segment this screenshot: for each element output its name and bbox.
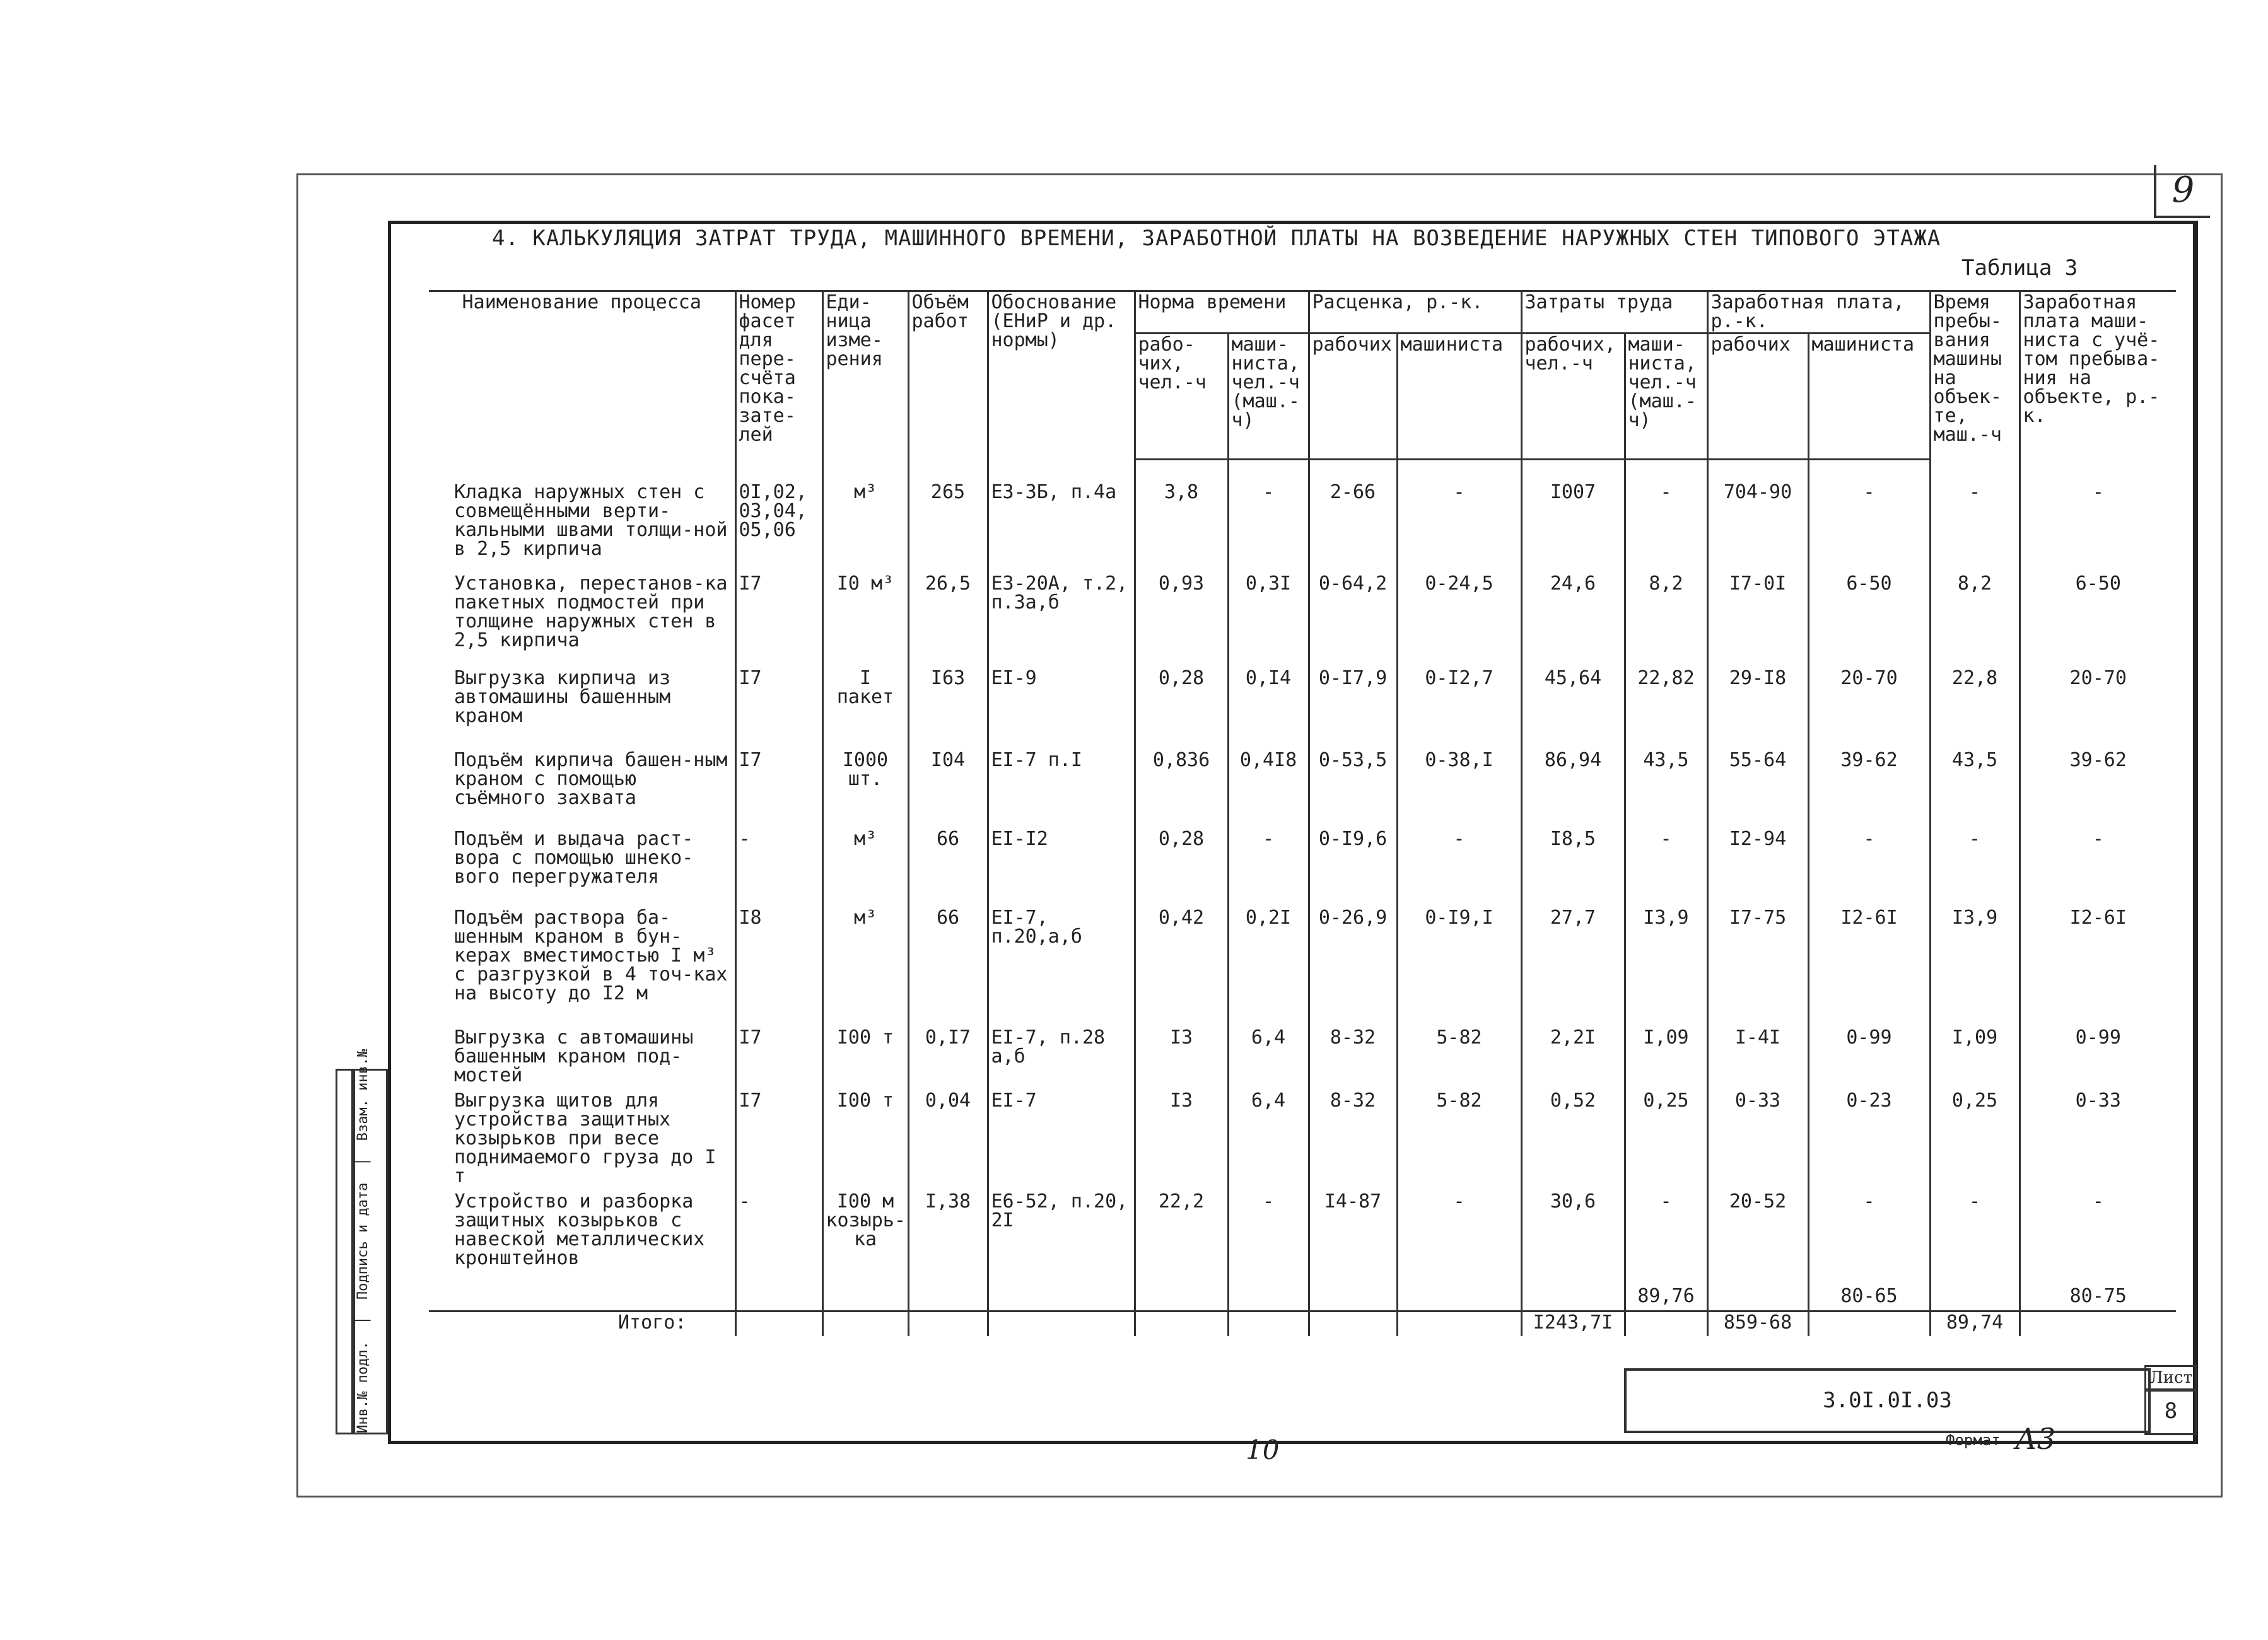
cell-volume: 26,5 [908, 573, 988, 668]
cell-labor-w: 0,52 [1521, 1090, 1625, 1191]
cell-basis: ЕI-9 [988, 668, 1135, 750]
cell-labor-m: - [1625, 829, 1707, 907]
cell-rate-w: I4-87 [1309, 1191, 1397, 1286]
cell-rate-w: 2-66 [1309, 482, 1397, 573]
table-label: Таблица 3 [1961, 255, 2078, 281]
cell-basis: Е3-20А, т.2, п.3а,б [988, 573, 1135, 668]
format-label: Формат [1946, 1431, 2001, 1449]
cell-unit: I пакет [822, 668, 908, 750]
cell-mtime: - [1930, 1191, 2020, 1286]
total-labor-workers: I243,7I [1521, 1311, 1625, 1336]
cell-mpay: 20-70 [2020, 668, 2176, 750]
cell-mtime: 43,5 [1930, 750, 2020, 829]
cell-rate-m: 5-82 [1397, 1090, 1521, 1191]
header-rate-workers: рабочих [1309, 334, 1397, 460]
table-row [429, 482, 2176, 573]
cell-norm-m: 0,I4 [1228, 668, 1309, 750]
cell-wage-m: 39-62 [1808, 750, 1930, 829]
cell-labor-w: I007 [1521, 482, 1625, 573]
cell-basis: ЕI-7 п.I [988, 750, 1135, 829]
cell-wage-m: - [1808, 1191, 1930, 1286]
cell-wage-m: I2-6I [1808, 907, 1930, 1027]
total-wage-workers: 859-68 [1707, 1311, 1808, 1336]
cell-rate-m: - [1397, 482, 1521, 573]
cell-name: Выгрузка с автомашины башенным краном под-мостей [454, 1026, 694, 1086]
cell-rate-w: 0-53,5 [1309, 750, 1397, 829]
table-footer [429, 1286, 2176, 1336]
side-label-vzam: Взам. инв.№ [355, 1049, 371, 1141]
subtotal-row [429, 1286, 2176, 1311]
cell-unit: I000 шт. [822, 750, 908, 829]
header-unit: Еди-ница изме-рения [822, 291, 908, 460]
cell-name: Выгрузка кирпича из автомашины башенным краном [454, 667, 671, 727]
cell-volume: 66 [908, 829, 988, 907]
header-machine-time: Время пребы-вания машины на объек-те, маш.-ч [1930, 291, 2020, 460]
cell-labor-m: - [1625, 482, 1707, 573]
subtotal-wage-machinist: 80-65 [1808, 1286, 1930, 1311]
cell-volume: 0,04 [908, 1090, 988, 1191]
table-row [429, 750, 2176, 829]
document-title: 4. КАЛЬКУЛЯЦИЯ ЗАТРАТ ТРУДА, МАШИННОГО ВРЕМЕНИ, ЗАРАБОТНОЙ ПЛАТЫ НА ВОЗВЕДЕНИЕ НАРУЖНЫХ СТЕН ТИПОВОГО ЭТАЖА [492, 226, 1941, 251]
header-rate-machinist: машиниста [1397, 334, 1521, 460]
header-machinist-pay: Заработная плата маши-ниста с учё-том пребыва-ния на объекте, р.-к. [2020, 291, 2176, 460]
cell-facet: - [735, 829, 822, 907]
cell-mtime: - [1930, 829, 2020, 907]
cell-labor-w: I8,5 [1521, 829, 1625, 907]
subtotal-machinist-pay: 80-75 [2020, 1286, 2176, 1311]
cell-name: Подъём кирпича башен-ным краном с помощью съёмного захвата [454, 749, 728, 809]
cell-mpay: 6-50 [2020, 573, 2176, 668]
cell-labor-m: 22,82 [1625, 668, 1707, 750]
header-name: Наименование процесса [429, 291, 735, 460]
cell-labor-m: 0,25 [1625, 1090, 1707, 1191]
cell-unit: I0 м³ [822, 573, 908, 668]
cell-volume: 265 [908, 482, 988, 573]
cell-norm-w: 0,42 [1135, 907, 1228, 1027]
cell-rate-w: 8-32 [1309, 1090, 1397, 1191]
total-machine-time: 89,74 [1930, 1311, 2020, 1336]
header-norm: Норма времени [1135, 291, 1309, 334]
cell-rate-w: 0-26,9 [1309, 907, 1397, 1027]
cell-facet: I8 [735, 907, 822, 1027]
cell-wage-m: 0-99 [1808, 1027, 1930, 1090]
cell-basis: Е6-52, п.20, 2I [988, 1191, 1135, 1286]
cell-volume: 0,I7 [908, 1027, 988, 1090]
cell-norm-w: 0,836 [1135, 750, 1228, 829]
header-labor: Затраты труда [1521, 291, 1707, 334]
cell-name: Устройство и разборка защитных козырьков с навеской металлических кронштейнов [454, 1190, 705, 1269]
side-label-podpis: Подпись и дата [355, 1182, 371, 1300]
cell-rate-m: 0-24,5 [1397, 573, 1521, 668]
table-row [429, 1027, 2176, 1090]
cell-norm-m: - [1228, 829, 1309, 907]
cell-mtime: - [1930, 482, 2020, 573]
sheet-label: Лист [2144, 1365, 2197, 1392]
cell-unit: I00 т [822, 1027, 908, 1090]
cell-name: Установка, перестанов-ка пакетных подмостей при толщине наружных стен в 2,5 кирпича [454, 573, 728, 651]
cell-rate-m: 0-38,I [1397, 750, 1521, 829]
side-stamp [353, 1049, 388, 1434]
cell-mtime: I3,9 [1930, 907, 2020, 1027]
bottom-page-number: 10 [1246, 1434, 1280, 1465]
cell-labor-w: 27,7 [1521, 907, 1625, 1027]
cell-norm-m: - [1228, 482, 1309, 573]
header-row-1 [429, 291, 2176, 334]
header-facet: Номер фасет для пере-счёта пока-зате-лей [735, 291, 822, 460]
cell-norm-w: 22,2 [1135, 1191, 1228, 1286]
cell-labor-m: 43,5 [1625, 750, 1707, 829]
cell-labor-m: I,09 [1625, 1027, 1707, 1090]
cell-basis: ЕI-7 [988, 1090, 1135, 1191]
cell-norm-m: 0,2I [1228, 907, 1309, 1027]
cell-mtime: 8,2 [1930, 573, 2020, 668]
cell-norm-m: 6,4 [1228, 1027, 1309, 1090]
cell-norm-m: - [1228, 1191, 1309, 1286]
cell-labor-w: 2,2I [1521, 1027, 1625, 1090]
header-labor-workers: рабочих, чел.-ч [1521, 334, 1625, 460]
cell-rate-m: 5-82 [1397, 1027, 1521, 1090]
cell-norm-w: 0,93 [1135, 573, 1228, 668]
cell-wage-w: 0-33 [1707, 1090, 1808, 1191]
header-rate: Расценка, р.-к. [1309, 291, 1521, 334]
cell-mpay: - [2020, 482, 2176, 573]
cell-mpay: I2-6I [2020, 907, 2176, 1027]
header-basis: Обоснование (ЕНиР и др. нормы) [988, 291, 1135, 460]
table-row [429, 907, 2176, 1027]
cell-wage-w: I2-94 [1707, 829, 1808, 907]
header-wage: Заработная плата, р.-к. [1707, 291, 1930, 334]
cell-facet: 0I,02, 03,04, 05,06 [735, 482, 822, 573]
cell-norm-w: 0,28 [1135, 668, 1228, 750]
cell-volume: 66 [908, 907, 988, 1027]
cell-rate-w: 0-64,2 [1309, 573, 1397, 668]
cell-mtime: 0,25 [1930, 1090, 2020, 1191]
cell-rate-w: 8-32 [1309, 1027, 1397, 1090]
cell-volume: I04 [908, 750, 988, 829]
cell-wage-m: 20-70 [1808, 668, 1930, 750]
cell-mpay: - [2020, 829, 2176, 907]
cell-norm-m: 6,4 [1228, 1090, 1309, 1191]
cell-labor-w: 24,6 [1521, 573, 1625, 668]
cell-unit: I00 м козырь-ка [822, 1191, 908, 1286]
cell-name: Выгрузка щитов для устройства защитных козырьков при весе поднимаемого груза до I т [454, 1090, 716, 1187]
cell-labor-w: 45,64 [1521, 668, 1625, 750]
cell-rate-w: 0-I7,9 [1309, 668, 1397, 750]
cell-basis: ЕI-7, п.20,а,б [988, 907, 1135, 1027]
header-volume: Объём работ [908, 291, 988, 460]
cell-labor-m: - [1625, 1191, 1707, 1286]
header-labor-machinist: маши-ниста, чел.-ч (маш.-ч) [1625, 334, 1707, 460]
cell-norm-w: I3 [1135, 1027, 1228, 1090]
cell-wage-w: 29-I8 [1707, 668, 1808, 750]
header-norm-workers: рабо-чих, чел.-ч [1135, 334, 1228, 460]
cell-wage-w: I7-0I [1707, 573, 1808, 668]
cell-labor-m: 8,2 [1625, 573, 1707, 668]
cell-name: Подъём и выдача раст-вора с помощью шнеко-вого перегружателя [454, 828, 694, 888]
cell-unit: м³ [822, 482, 908, 573]
total-label: Итого: [429, 1311, 735, 1336]
cell-mtime: 22,8 [1930, 668, 2020, 750]
sheet-number: 8 [2144, 1388, 2197, 1435]
cell-norm-w: I3 [1135, 1090, 1228, 1191]
cell-wage-m: 0-23 [1808, 1090, 1930, 1191]
format-value: А3 [2015, 1422, 2056, 1456]
cell-basis: ЕI-I2 [988, 829, 1135, 907]
cell-labor-m: I3,9 [1625, 907, 1707, 1027]
header-wage-machinist: машиниста [1808, 334, 1930, 460]
cell-wage-w: 20-52 [1707, 1191, 1808, 1286]
side-label-inv-podl: Инв.№ подл. [355, 1341, 371, 1433]
cell-facet: I7 [735, 1090, 822, 1191]
cell-name: Кладка наружных стен с совмещёнными верти-кальными швами толщи-ной в 2,5 кирпича [454, 481, 728, 560]
cell-norm-m: 0,4I8 [1228, 750, 1309, 829]
cell-name: Подъём раствора ба-шенным краном в бун-керах вместимостью I м³ с разгрузкой в 4 точ-ках на высоту до I2 м [454, 907, 728, 1004]
table-row [429, 1090, 2176, 1191]
cell-facet: I7 [735, 750, 822, 829]
side-stamp-labels: Инв.№ подл. │ Подпись и дата │ Взам. инв.№ [355, 1049, 371, 1433]
cell-facet: I7 [735, 668, 822, 750]
cell-volume: I63 [908, 668, 988, 750]
header-norm-machinist: маши-ниста, чел.-ч (маш.-ч) [1228, 334, 1309, 460]
page-number: 9 [2154, 165, 2210, 218]
cell-labor-w: 30,6 [1521, 1191, 1625, 1286]
cell-basis: Е3-3Б, п.4а [988, 482, 1135, 573]
calculation-table [429, 290, 2176, 1336]
total-row [429, 1311, 2176, 1336]
spacer-row [429, 460, 2176, 482]
table-row [429, 573, 2176, 668]
cell-rate-m: 0-I9,I [1397, 907, 1521, 1027]
cell-wage-m: - [1808, 829, 1930, 907]
cell-facet: - [735, 1191, 822, 1286]
table-row [429, 829, 2176, 907]
cell-mpay: - [2020, 1191, 2176, 1286]
cell-mpay: 39-62 [2020, 750, 2176, 829]
cell-basis: ЕI-7, п.28 а,б [988, 1027, 1135, 1090]
cell-norm-m: 0,3I [1228, 573, 1309, 668]
side-stamp-narrow [336, 1069, 353, 1434]
cell-wage-w: 704-90 [1707, 482, 1808, 573]
cell-wage-m: 6-50 [1808, 573, 1930, 668]
cell-rate-m: 0-I2,7 [1397, 668, 1521, 750]
cell-rate-w: 0-I9,6 [1309, 829, 1397, 907]
cell-unit: I00 т [822, 1090, 908, 1191]
cell-unit: м³ [822, 829, 908, 907]
table-body [429, 460, 2176, 1286]
cell-wage-w: 55-64 [1707, 750, 1808, 829]
cell-mpay: 0-33 [2020, 1090, 2176, 1191]
header-wage-workers: рабочих [1707, 334, 1808, 460]
cell-rate-m: - [1397, 829, 1521, 907]
document-code: 3.0I.0I.03 [1624, 1368, 2151, 1433]
cell-volume: I,38 [908, 1191, 988, 1286]
cell-wage-w: I7-75 [1707, 907, 1808, 1027]
cell-labor-w: 86,94 [1521, 750, 1625, 829]
table-row [429, 668, 2176, 750]
table-row [429, 1191, 2176, 1286]
cell-norm-w: 0,28 [1135, 829, 1228, 907]
cell-mpay: 0-99 [2020, 1027, 2176, 1090]
cell-facet: I7 [735, 573, 822, 668]
cell-facet: I7 [735, 1027, 822, 1090]
cell-unit: м³ [822, 907, 908, 1027]
cell-norm-w: 3,8 [1135, 482, 1228, 573]
cell-mtime: I,09 [1930, 1027, 2020, 1090]
cell-wage-m: - [1808, 482, 1930, 573]
cell-wage-w: I-4I [1707, 1027, 1808, 1090]
subtotal-labor-machinist: 89,76 [1625, 1286, 1707, 1311]
cell-rate-m: - [1397, 1191, 1521, 1286]
